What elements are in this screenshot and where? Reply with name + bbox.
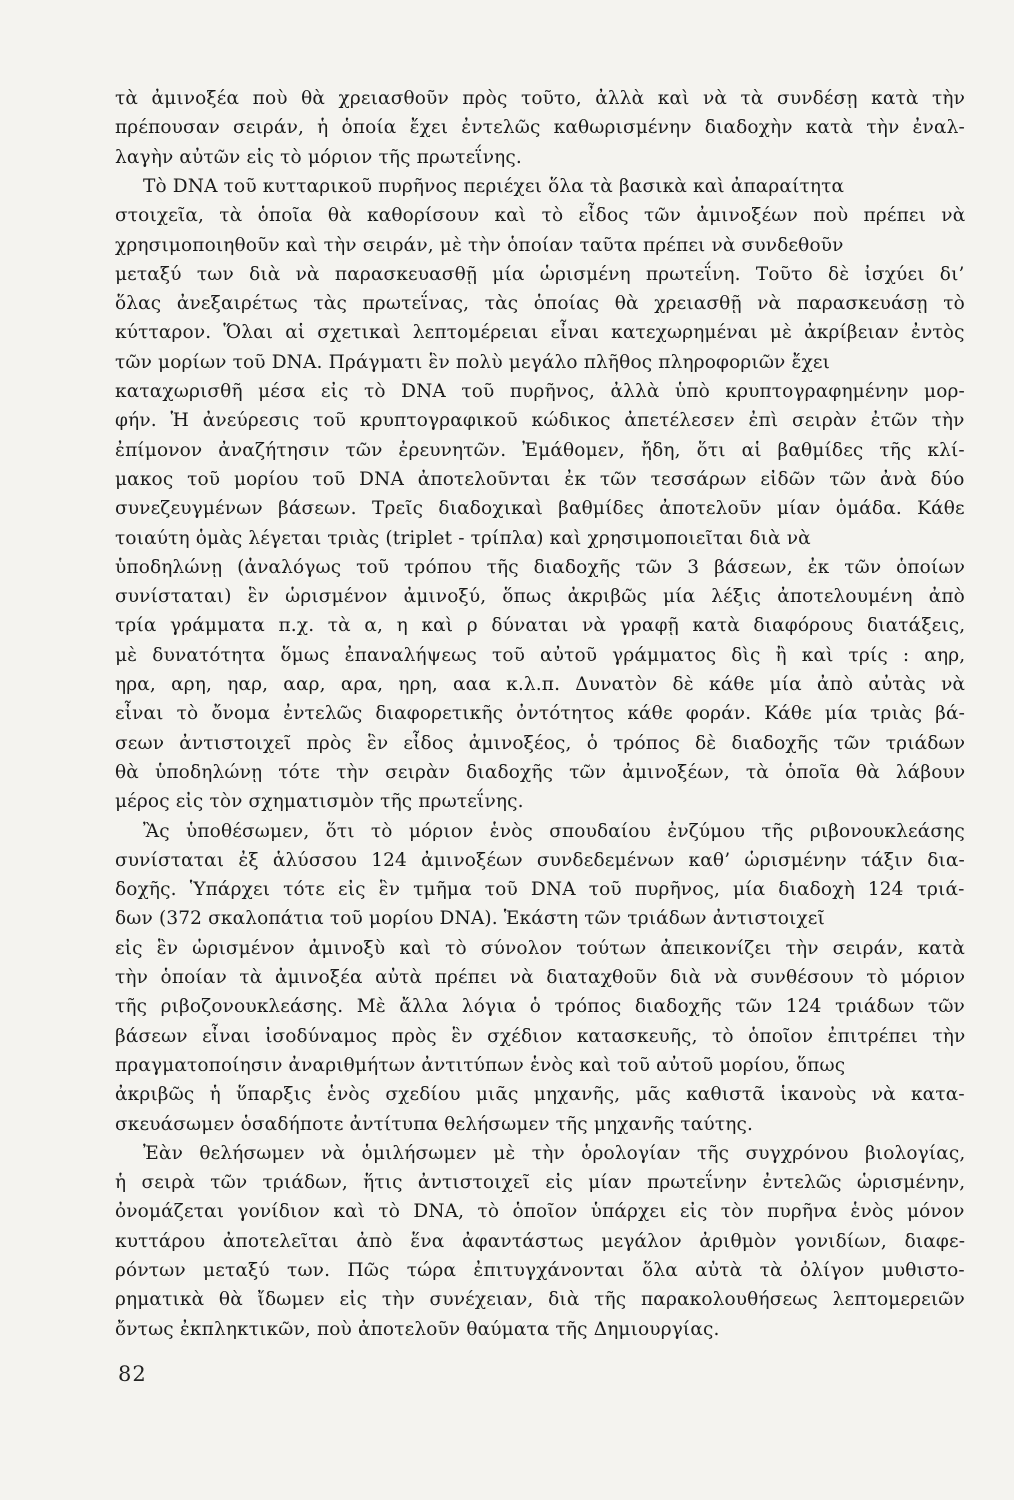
text-line: σκευάσωμεν ὁσαδήποτε ἀντίτυπα θελήσωμεν τῆς μηχανῆς ταύτης. xyxy=(115,1113,753,1135)
text-line: μακος τοῦ μορίου τοῦ DNA ἀποτελοῦνται ἐκ τῶν τεσσάρων εἰδῶν τῶν ἀνὰ δύο xyxy=(115,468,965,490)
text-line: ἡ σειρὰ τῶν τριάδων, ἥτις ἀντιστοιχεῖ εἰς μίαν πρωτεΐνην ἐντελῶς ὡρισμένην, xyxy=(115,1172,966,1194)
text-line: πρέπουσαν σειράν, ἡ ὁποία ἔχει ἐντελῶς καθωρισμένην διαδοχὴν κατὰ τὴν ἐναλ- xyxy=(115,117,965,139)
text-line: σεων ἀντιστοιχεῖ πρὸς ἓν εἶδος ἀμινοξέος, ὁ τρόπος δὲ διαδοχῆς τῶν τριάδων xyxy=(115,732,966,754)
text-line: πραγματοποίησιν ἀναριθμήτων ἀντιτύπων ἑνὸς καὶ τοῦ αὐτοῦ μορίου, ὅπως xyxy=(115,1054,846,1076)
text-line: Τὸ DNA τοῦ κυτταρικοῦ πυρῆνος περιέχει ὅλα τὰ βασικὰ καὶ ἀπαραίτητα xyxy=(143,175,845,197)
text-line: τοιαύτη ὁμὰς λέγεται τριὰς (triplet - τρίπλα) καὶ χρησιμοποιεῖται διὰ νὰ xyxy=(115,527,811,549)
text-line: ἀκριβῶς ἡ ὕπαρξις ἑνὸς σχεδίου μιᾶς μηχανῆς, μᾶς καθιστᾶ ἱκανοὺς νὰ κατα- xyxy=(115,1084,965,1106)
text-line: θὰ ὑποδηλώνῃ τότε τὴν σειρὰν διαδοχῆς τῶν ἀμινοξέων, τὰ ὁποῖα θὰ λάβουν xyxy=(115,761,966,783)
text-line: συνίσταται) ἓν ὡρισμένον ἀμινοξύ, ὅπως ἀκριβῶς μία λέξις ἀποτελουμένη ἀπὸ xyxy=(115,586,965,608)
text-line: τῆς ριβοζονουκλεάσης. Μὲ ἄλλα λόγια ὁ τρόπος διαδοχῆς τῶν 124 τριάδων τῶν xyxy=(115,996,965,1018)
text-line: ὄντως ἐκπληκτικῶν, ποὺ ἀποτελοῦν θαύματα τῆς Δημιουργίας. xyxy=(115,1318,720,1340)
page-number: 82 xyxy=(118,1362,147,1386)
text-line: Ἐὰν θελήσωμεν νὰ ὁμιλήσωμεν μὲ τὴν ὁρολογίαν τῆς συγχρόνου βιολογίας, xyxy=(143,1142,966,1164)
text-line: κυττάρου ἀποτελεῖται ἀπὸ ἕνα ἀφαντάστως μεγάλον ἀριθμὸν γονιδίων, διαφε- xyxy=(115,1230,966,1252)
text-line: ὅλας ἀνεξαιρέτως τὰς πρωτεΐνας, τὰς ὁποίας θὰ χρειασθῇ νὰ παρασκευάσῃ τὸ xyxy=(115,293,965,315)
text-line: μέρος εἰς τὸν σχηματισμὸν τῆς πρωτεΐνης. xyxy=(115,791,524,813)
text-line: χρησιμοποιηθοῦν καὶ τὴν σειράν, μὲ τὴν ὁποίαν ταῦτα πρέπει νὰ συνδεθοῦν xyxy=(115,234,844,256)
text-line: μεταξύ των διὰ νὰ παρασκευασθῇ μία ὡρισμένη πρωτεΐνη. Τοῦτο δὲ ἰσχύει δι’ xyxy=(115,263,965,285)
text-line: φήν. Ἡ ἀνεύρεσις τοῦ κρυπτογραφικοῦ κώδικος ἀπετέλεσεν ἐπὶ σειρὰν ἐτῶν τὴν xyxy=(115,410,965,432)
text-line: Ἂς ὑποθέσωμεν, ὅτι τὸ μόριον ἑνὸς σπουδαίου ἐνζύμου τῆς ριβονουκλεάσης xyxy=(143,820,965,842)
text-line: δοχῆς. Ὑπάρχει τότε εἰς ἓν τμῆμα τοῦ DNA τοῦ πυρῆνος, μία διαδοχὴ 124 τριά- xyxy=(115,879,965,901)
text-line: ρηματικὰ θὰ ἴδωμεν εἰς τὴν συνέχειαν, διὰ τῆς παρακολουθήσεως λεπτομερειῶν xyxy=(115,1289,965,1311)
text-line: συνίσταται ἐξ ἁλύσσου 124 ἀμινοξέων συνδεδεμένων καθ’ ὡρισμένην τάξιν δια- xyxy=(115,849,965,871)
text-line: βάσεων εἶναι ἰσοδύναμος πρὸς ἓν σχέδιον κατασκευῆς, τὸ ὁποῖον ἐπιτρέπει τὴν xyxy=(115,1025,966,1047)
text-line: τῶν μορίων τοῦ DNA. Πράγματι ἓν πολὺ μεγάλο πλῆθος πληροφοριῶν ἔχει xyxy=(115,351,831,373)
text-line: τὴν ὁποίαν τὰ ἀμινοξέα αὐτὰ πρέπει νὰ διαταχθοῦν διὰ νὰ συνθέσουν τὸ μόριον xyxy=(115,967,966,988)
text-line: ηρα, αρη, ηαρ, ααρ, αρα, ηρη, ααα κ.λ.π. Δυνατὸν δὲ κάθε μία ἀπὸ αὐτὰς νὰ xyxy=(115,674,966,695)
text-line: κύτταρον. Ὅλαι αἱ σχετικαὶ λεπτομέρειαι εἶναι κατεχωρημέναι μὲ ἀκρίβειαν ἐντὸς xyxy=(115,322,965,344)
text-line: τὰ ἀμινοξέα ποὺ θὰ χρειασθοῦν πρὸς τοῦτο, ἀλλὰ καὶ νὰ τὰ συνδέσῃ κατὰ τὴν xyxy=(115,88,966,109)
text-line: εἰς ἓν ὡρισμένον ἀμινοξὺ καὶ τὸ σύνολον τούτων ἀπεικονίζει τὴν σειράν, κατὰ xyxy=(115,937,966,959)
text-line: συνεζευγμένων βάσεων. Τρεῖς διαδοχικαὶ βαθμίδες ἀποτελοῦν μίαν ὁμάδα. Κάθε xyxy=(115,498,965,520)
text-line: ἐπίμονον ἀναζήτησιν τῶν ἐρευνητῶν. Ἐμάθομεν, ἤδη, ὅτι αἱ βαθμίδες τῆς κλί- xyxy=(115,439,965,461)
text-line: ὑποδηλώνῃ (ἀναλόγως τοῦ τρόπου τῆς διαδοχῆς τῶν 3 βάσεων, ἐκ τῶν ὁποίων xyxy=(115,556,966,578)
text-line: ρόντων μεταξύ των. Πῶς τώρα ἐπιτυγχάνονται ὅλα αὐτὰ τὰ ὀλίγον μυθιστο- xyxy=(115,1260,965,1281)
text-line: στοιχεῖα, τὰ ὁποῖα θὰ καθορίσουν καὶ τὸ εἶδος τῶν ἀμινοξέων ποὺ πρέπει νὰ xyxy=(115,205,966,227)
text-line: λαγὴν αὐτῶν εἰς τὸ μόριον τῆς πρωτεΐνης. xyxy=(115,146,522,168)
text-line: καταχωρισθῆ μέσα εἰς τὸ DNA τοῦ πυρῆνος, ἀλλὰ ὑπὸ κρυπτογραφημένην μορ- xyxy=(115,381,965,402)
text-line: εἶναι τὸ ὄνομα ἐντελῶς διαφορετικῆς ὀντότητος κάθε φοράν. Κάθε μία τριὰς βά- xyxy=(115,703,966,725)
text-line: μὲ δυνατότητα ὅμως ἐπαναλήψεως τοῦ αὐτοῦ γράμματος δὶς ἢ καὶ τρίς : αηρ, xyxy=(115,644,966,666)
text-line: τρία γράμματα π.χ. τὰ α, η καὶ ρ δύναται νὰ γραφῇ κατὰ διαφόρους διατάξεις, xyxy=(115,615,966,637)
text-line: δων (372 σκαλοπάτια τοῦ μορίου DNA). Ἑκάστη τῶν τριάδων ἀντιστοιχεῖ xyxy=(115,908,825,930)
text-line: ὀνομάζεται γονίδιον καὶ τὸ DNA, τὸ ὁποῖον ὑπάρχει εἰς τὸν πυρῆνα ἑνὸς μόνον xyxy=(115,1201,965,1223)
